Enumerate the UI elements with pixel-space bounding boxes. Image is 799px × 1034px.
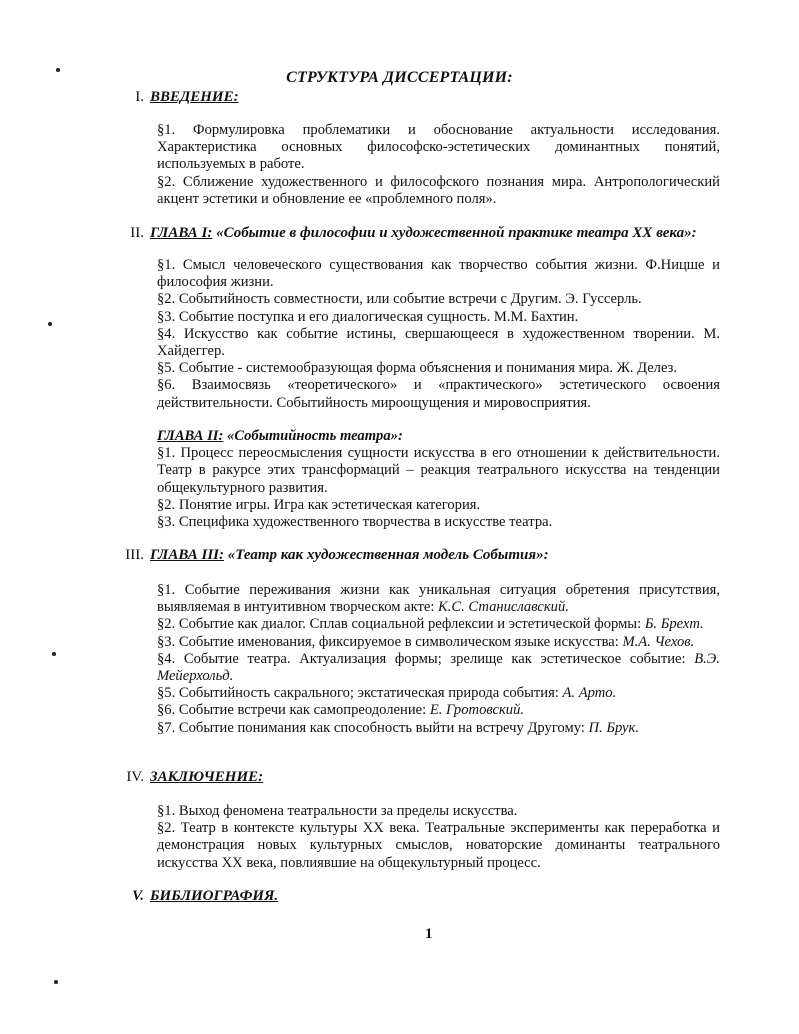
- section-numeral: II.: [130, 225, 144, 241]
- section-heading-chapter-1: [100, 224, 697, 242]
- section-chapter-2-body: [157, 428, 720, 531]
- section-chapter-3-body: [157, 582, 720, 737]
- list-item: [157, 702, 720, 719]
- list-item-text: §2. Событие как диалог. Сплав социальной рефлексии и эстетической формы:: [157, 616, 645, 633]
- section-title: «Театр как художественная модель События»:: [224, 547, 549, 563]
- author-name: Е. Гротовский.: [429, 702, 525, 719]
- page-title: СТРУКТУРА ДИССЕРТАЦИИ:: [286, 69, 513, 86]
- section-label: ГЛАВА III:: [150, 547, 225, 563]
- list-item: §4. Искусство как событие истины, свершающееся в художественном творении. М. Хайдеггер.: [157, 325, 720, 360]
- list-item: [157, 582, 720, 616]
- list-item: [157, 634, 720, 651]
- list-item: §1. Формулировка проблематики и обоснование актуальности исследования. Характеристика основных философско-эстетических доминантных понятий, используемых в работе.: [157, 122, 720, 173]
- scan-speck: [48, 322, 52, 326]
- section-heading-conclusion: [100, 768, 263, 786]
- subsection-title: «Событийность театра»:: [223, 428, 403, 444]
- list-item: [157, 616, 720, 633]
- author-name: В.Э. Мейерхольд.: [157, 650, 720, 685]
- section-heading-chapter-3: [100, 546, 549, 564]
- section-label: ВВЕДЕНИЕ:: [150, 89, 239, 105]
- author-name: К.С. Станиславский.: [438, 599, 569, 616]
- list-item: §5. Событие - системообразующая форма объяснения и понимания мира. Ж. Делез.: [157, 360, 678, 377]
- list-item-text: §3. Событие именования, фиксируемое в символическом языке искусства:: [157, 633, 623, 650]
- list-item: [157, 651, 720, 685]
- list-item: [157, 685, 720, 702]
- list-item: §1. Смысл человеческого существования как творчество события жизни. Ф.Ницше и философия жизни.: [157, 257, 720, 291]
- list-item: §3. Специфика художественного творчества в искусстве театра.: [157, 514, 553, 531]
- section-label: ГЛАВА I:: [150, 225, 213, 241]
- list-item-text: §6. Событие встречи как самопреодоление:: [157, 702, 430, 719]
- section-label: БИБЛИОГРАФИЯ.: [150, 888, 279, 904]
- list-item: §1. Процесс переосмысления сущности искусства в его отношении к действительности. Театр в ракурсе этих трансформаций – реакция театрального искусства на тенденции общекультурного развития.: [157, 445, 720, 496]
- section-numeral: III.: [125, 547, 144, 563]
- list-item: §3. Событие поступка и его диалогическая сущность. М.М. Бахтин.: [157, 308, 579, 325]
- list-item: §2. Понятие игры. Игра как эстетическая категория.: [157, 496, 481, 513]
- section-chapter-1-body: [157, 257, 720, 412]
- section-heading-introduction: [100, 88, 239, 106]
- page-number: 1: [425, 926, 433, 942]
- section-numeral: IV.: [126, 769, 144, 785]
- list-item: [157, 720, 720, 737]
- section-label: ЗАКЛЮЧЕНИЕ:: [150, 769, 264, 785]
- section-introduction-body: [157, 122, 720, 208]
- author-name: М.А. Чехов.: [622, 633, 695, 650]
- list-item: §2. Театр в контексте культуры XX века. Театральные эксперименты как переработка и демонстрация новых культурных смыслов, новаторские доминанты театрального искусства XX века, повлиявшие на общекультурный процесс.: [157, 820, 720, 871]
- scan-speck: [52, 652, 56, 656]
- list-item: §2. Событийность совместности, или событие встречи с Другим. Э. Гуссерль.: [157, 291, 642, 308]
- section-heading-bibliography: [100, 887, 278, 905]
- scan-speck: [54, 980, 58, 984]
- list-item: §2. Сближение художественного и философского познания мира. Антропологический акцент эстетики и обновление ее «проблемного поля».: [157, 173, 720, 207]
- list-item-text: §7. Событие понимания как способность выйти на встречу Другому:: [157, 719, 589, 736]
- list-item-text: §5. Событийность сакрального; экстатическая природа события:: [157, 685, 563, 702]
- subsection-heading: [157, 428, 720, 445]
- subsection-label: ГЛАВА II:: [157, 428, 224, 444]
- author-name: П. Брук.: [588, 719, 640, 736]
- author-name: А. Арто.: [562, 685, 617, 702]
- section-conclusion-body: [157, 803, 720, 872]
- section-title: «Событие в философии и художественной практике театра XX века»:: [212, 225, 697, 241]
- list-item: §1. Выход феномена театральности за пределы искусства.: [157, 803, 518, 819]
- section-numeral: V.: [132, 888, 144, 904]
- list-item-text: §1. Событие переживания жизни как уникальная ситуация обретения присутствия, выявляемая в интуитивном творческом акте:: [157, 582, 720, 616]
- list-item: §6. Взаимосвязь «теоретического» и «практического» эстетического освоения действительности. Событийность мироощущения и мировосприятия.: [157, 377, 720, 411]
- list-item-text: §4. Событие театра. Актуализация формы; зрелище как эстетическое событие:: [157, 650, 695, 667]
- author-name: Б. Брехт.: [644, 616, 704, 633]
- section-numeral: I.: [135, 89, 144, 105]
